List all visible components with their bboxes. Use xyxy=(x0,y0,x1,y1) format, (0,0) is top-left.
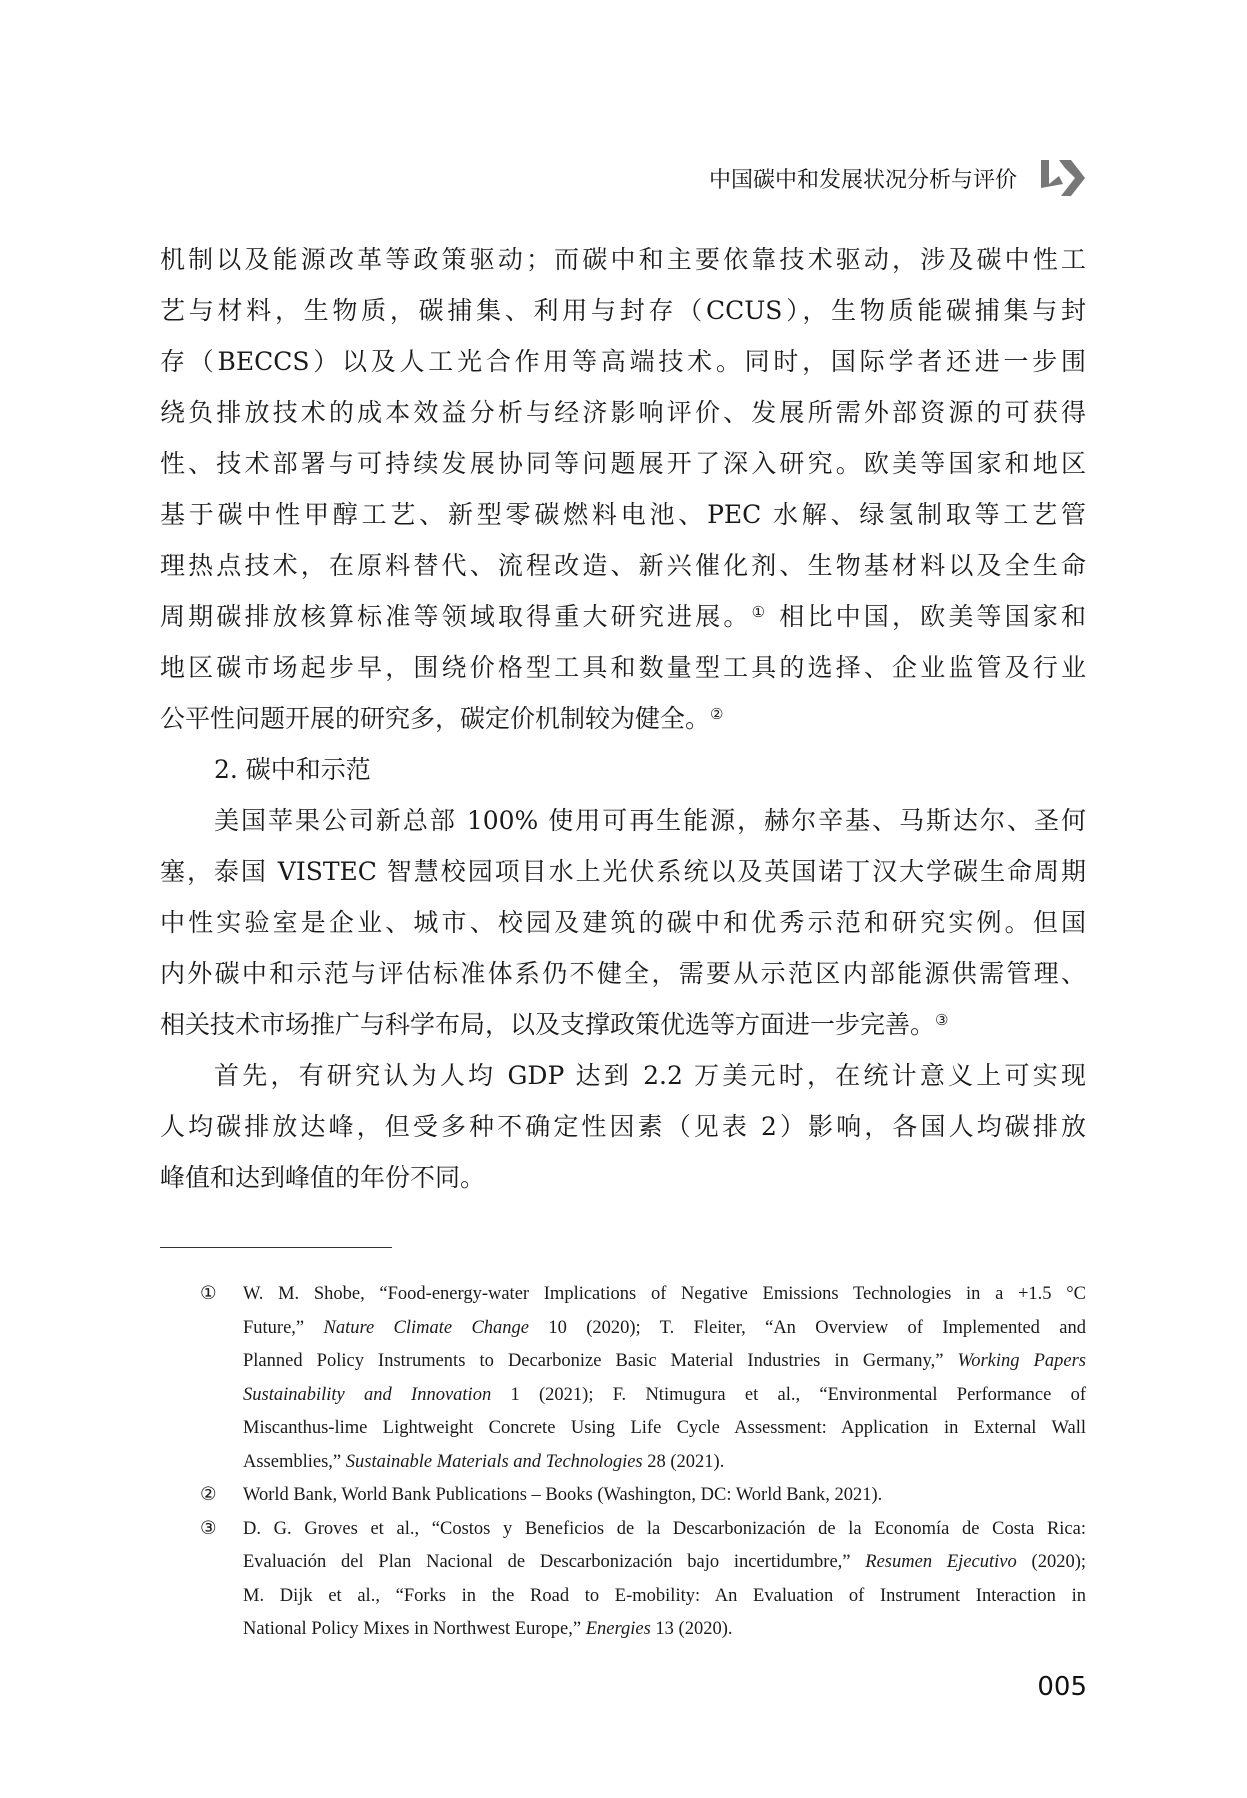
text-line xyxy=(160,999,1086,1050)
text-line: 性、技术部署与可持续发展协同等问题展开了深入研究。欧美等国家和地区 xyxy=(160,449,1086,478)
footnote xyxy=(200,1513,1086,1647)
paragraph-2 xyxy=(160,795,1086,999)
footnotes xyxy=(200,1278,1086,1647)
text-line: 内外碳中和示范与评估标准体系仍不健全，需要从示范区内部能源供需管理、 xyxy=(160,959,1086,988)
text-line: 地区碳市场起步早，围绕价格型工具和数量型工具的选择、企业监管及行业 xyxy=(160,653,1086,682)
paragraph-1 xyxy=(160,234,1086,591)
footnote-line: National Policy Mixes in Northwest Europe,” Energies 13 (2020). xyxy=(243,1619,733,1639)
running-header-title: 中国碳中和发展状况分析与评价 xyxy=(708,167,1017,193)
body-text xyxy=(160,234,1086,1203)
text-line: 塞，泰国 VISTEC 智慧校园项目水上光伏系统以及英国诺丁汉大学碳生命周期 xyxy=(160,857,1086,886)
footnote-line: M. Dijk et al., “Forks in the Road to E-mobility: An Evaluation of Instrument Interaction in xyxy=(243,1585,1086,1606)
footnote-number: ① xyxy=(200,1284,217,1304)
footnote-ref-3[interactable]: ③ xyxy=(935,1011,949,1029)
footnote-number: ③ xyxy=(200,1518,217,1539)
running-header xyxy=(709,156,1087,200)
footnote-ref-2[interactable]: ② xyxy=(710,705,724,723)
footnote-line: Sustainability and Innovation 1 (2021); F. Ntimugura et al., “Environmental Performance of xyxy=(243,1384,1086,1405)
section-heading: 2. 碳中和示范 xyxy=(214,755,371,784)
text-line: 机制以及能源改革等政策驱动；而碳中和主要依靠技术驱动，涉及碳中性工 xyxy=(160,245,1086,274)
text-line: 首先，有研究认为人均 GDP 达到 2.2 万美元时，在统计意义上可实现 xyxy=(214,1061,1086,1090)
footnote-divider xyxy=(160,1247,392,1248)
text-line: 人均碳排放达峰，但受多种不确定性因素（见表 2）影响，各国人均碳排放 xyxy=(160,1112,1086,1141)
text-line: 美国苹果公司新总部 100% 使用可再生能源，赫尔辛基、马斯达尔、圣何 xyxy=(214,806,1086,835)
footnote-line: W. M. Shobe, “Food-energy-water Implications of Negative Emissions Technologies in a +1.5 °C xyxy=(243,1284,1086,1304)
text-line xyxy=(160,693,1086,744)
footnote-line: Evaluación del Plan Nacional de Descarbonización bajo incertidumbre,” Resumen Ejecutivo (2020); xyxy=(243,1552,1086,1572)
text-line: 基于碳中性甲醇工艺、新型零碳燃料电池、PEC 水解、绿氢制取等工艺管 xyxy=(160,500,1086,529)
footnote-line: D. G. Groves et al., “Costos y Beneficios de la Descarbonización de la Economía de Costa Rica: xyxy=(243,1518,1086,1539)
footnote xyxy=(200,1479,1086,1513)
text-line: 中性实验室是企业、城市、校园及建筑的碳中和优秀示范和研究实例。但国 xyxy=(160,908,1086,937)
text-line: 峰值和达到峰值的年份不同。 xyxy=(160,1163,486,1192)
text-segment: 周期碳排放核算标准等领域取得重大研究进展。 xyxy=(160,602,752,631)
page-number: 005 xyxy=(1037,1672,1087,1702)
footnote-line: World Bank, World Bank Publications – Books (Washington, DC: World Bank, 2021). xyxy=(243,1485,883,1505)
footnote-line: Miscanthus-lime Lightweight Concrete Using Life Cycle Assessment: Application in External Wall xyxy=(243,1418,1086,1438)
text-segment: 相比中国，欧美等国家和 xyxy=(768,602,1086,631)
footnote-line: Future,” Nature Climate Change 10 (2020); T. Fleiter, “An Overview of Implemented and xyxy=(243,1317,1086,1338)
text-line: 存（BECCS）以及人工光合作用等高端技术。同时，国际学者还进一步围 xyxy=(160,347,1086,376)
paragraph-3 xyxy=(160,1050,1086,1203)
footnote-ref-1[interactable]: ① xyxy=(751,603,769,621)
text-line: 艺与材料，生物质，碳捕集、利用与封存（CCUS），生物质能碳捕集与封 xyxy=(160,296,1086,325)
chapter-arrow-logo-icon xyxy=(1039,156,1087,200)
text-segment: 公平性问题开展的研究多，碳定价机制较为健全。 xyxy=(160,704,711,733)
footnote-line: Assemblies,” Sustainable Materials and Technologies 28 (2021). xyxy=(243,1451,725,1472)
text-segment: 相关技术市场推广与科学布局，以及支撑政策优选等方面进一步完善。 xyxy=(160,1010,936,1039)
footnote xyxy=(200,1278,1086,1479)
text-line: 理热点技术，在原料替代、流程改造、新兴催化剂、生物基材料以及全生命 xyxy=(160,551,1086,580)
footnote-number: ② xyxy=(200,1485,217,1505)
text-line: 绕负排放技术的成本效益分析与经济影响评价、发展所需外部资源的可获得 xyxy=(160,398,1086,427)
text-line xyxy=(160,591,1086,642)
footnote-line: Planned Policy Instruments to Decarbonize Basic Material Industries in Germany,” Working Papers xyxy=(243,1351,1086,1371)
